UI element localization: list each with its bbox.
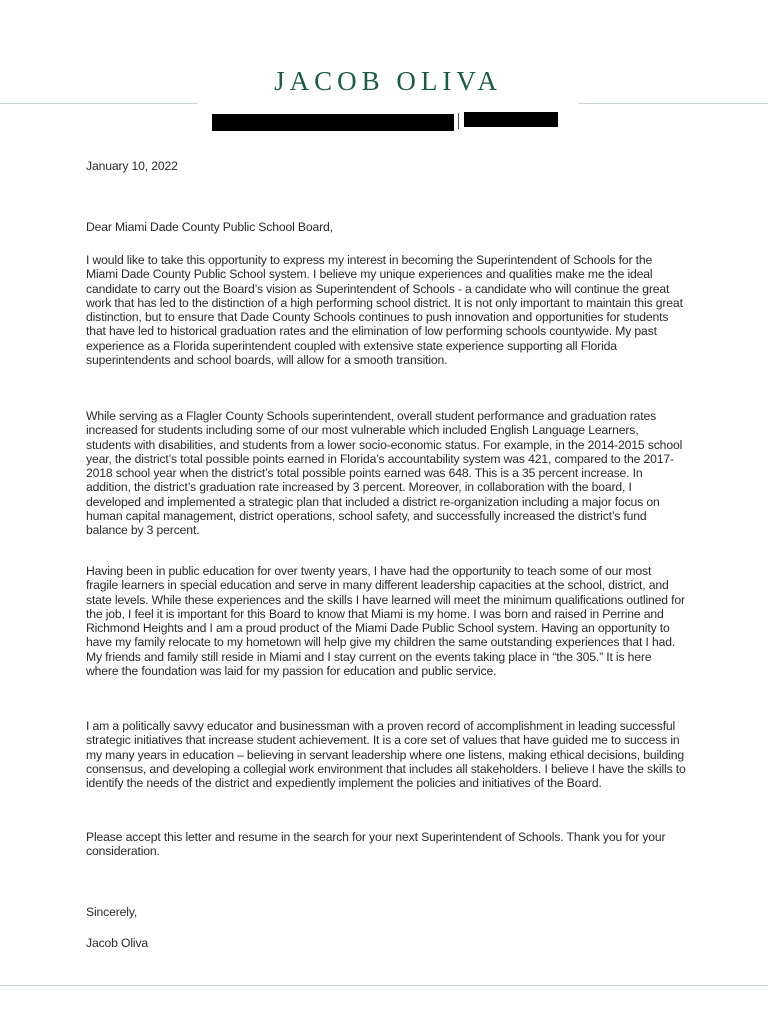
letter-paragraph-3: Having been in public education for over twenty years, I have had the opportunity to teach some of our most fragile learners in special education and serve in many different leadership capacities at the school, district, and state levels. While these experiences and the skills I have learned will meet the minimum qualifications outlined for the job, I feel it is important for this Board to know that Miami is my home. I was born and raised in Perrine and Richmond Heights and I am a proud product of the Miami Dade Public School system. Having an opportunity to have my family relocate to my hometown will help give my children the same outstanding experiences that I had. My friends and family still reside in Miami and I stay current on the events taking place in “the 305.” It is here where the foundation was laid for my passion for education and public service. (86, 564, 685, 679)
header-rule-right (578, 103, 768, 104)
letter-paragraph-2: While serving as a Flagler County Schools superintendent, overall student performance and graduation rates increased for students including some of our most vulnerable which included English Language Learners, students with disabilities, and students from a lower socio-economic status. For example, in the 2014-2015 school year, the district’s total possible points earned in Florida’s accountability system was 421, compared to the 2017-2018 school year when the district’s total possible points earned was 648. This is a 35 percent increase. In addition, the district’s graduation rate increased by 3 percent. Moreover, in collaboration with the board, I developed and implemented a strategic plan that included a district re-organization including a major focus on human capital management, district operations, school safety, and successfully increased the district’s fund balance by 3 percent. (86, 409, 683, 538)
contact-separator (458, 113, 459, 129)
letter-date: January 10, 2022 (86, 159, 178, 173)
header-rule-left (0, 103, 198, 104)
letter-paragraph-1: I would like to take this opportunity to express my interest in becoming the Superintendent of Schools for the Miami Dade County Public School system. I believe my unique experiences and qualities make me the ideal candidate to carry out the Board’s vision as Superintendent of Schools - a candidate who will continue the great work that has led to the distinction of a high performing school district. It is not only important to maintain this great distinction, but to ensure that Dade County Schools continues to push innovation and opportunities for students that have led to historical graduation rates and the elimination of low performing schools countywide. My past experience as a Florida superintendent coupled with extensive state experience supporting all Florida superintendents and school boards, will allow for a smooth transition. (86, 253, 683, 368)
redacted-contact-info-2 (464, 112, 558, 127)
letter-paragraph-4: I am a politically savvy educator and businessman with a proven record of accomplishment in leading successful strategic initiatives that increase student achievement. It is a core set of values that have guided me to success in my many years in education – believing in servant leadership where one listens, making ethical decisions, building consensus, and developing a collegial work environment that includes all stakeholders. I believe I have the skills to identify the needs of the district and expediently implement the policies and initiatives of the Board. (86, 719, 686, 791)
letter-closing: Sincerely, (86, 905, 138, 919)
letter-salutation: Dear Miami Dade County Public School Board, (86, 220, 333, 234)
letterhead-name: JACOB OLIVA (274, 66, 502, 96)
letter-paragraph-5: Please accept this letter and resume in the search for your next Superintendent of Schools. Thank you for your consideration. (86, 830, 666, 859)
letter-signature-name: Jacob Oliva (86, 936, 149, 950)
redacted-contact-info (212, 114, 454, 131)
footer-rule (0, 985, 768, 986)
